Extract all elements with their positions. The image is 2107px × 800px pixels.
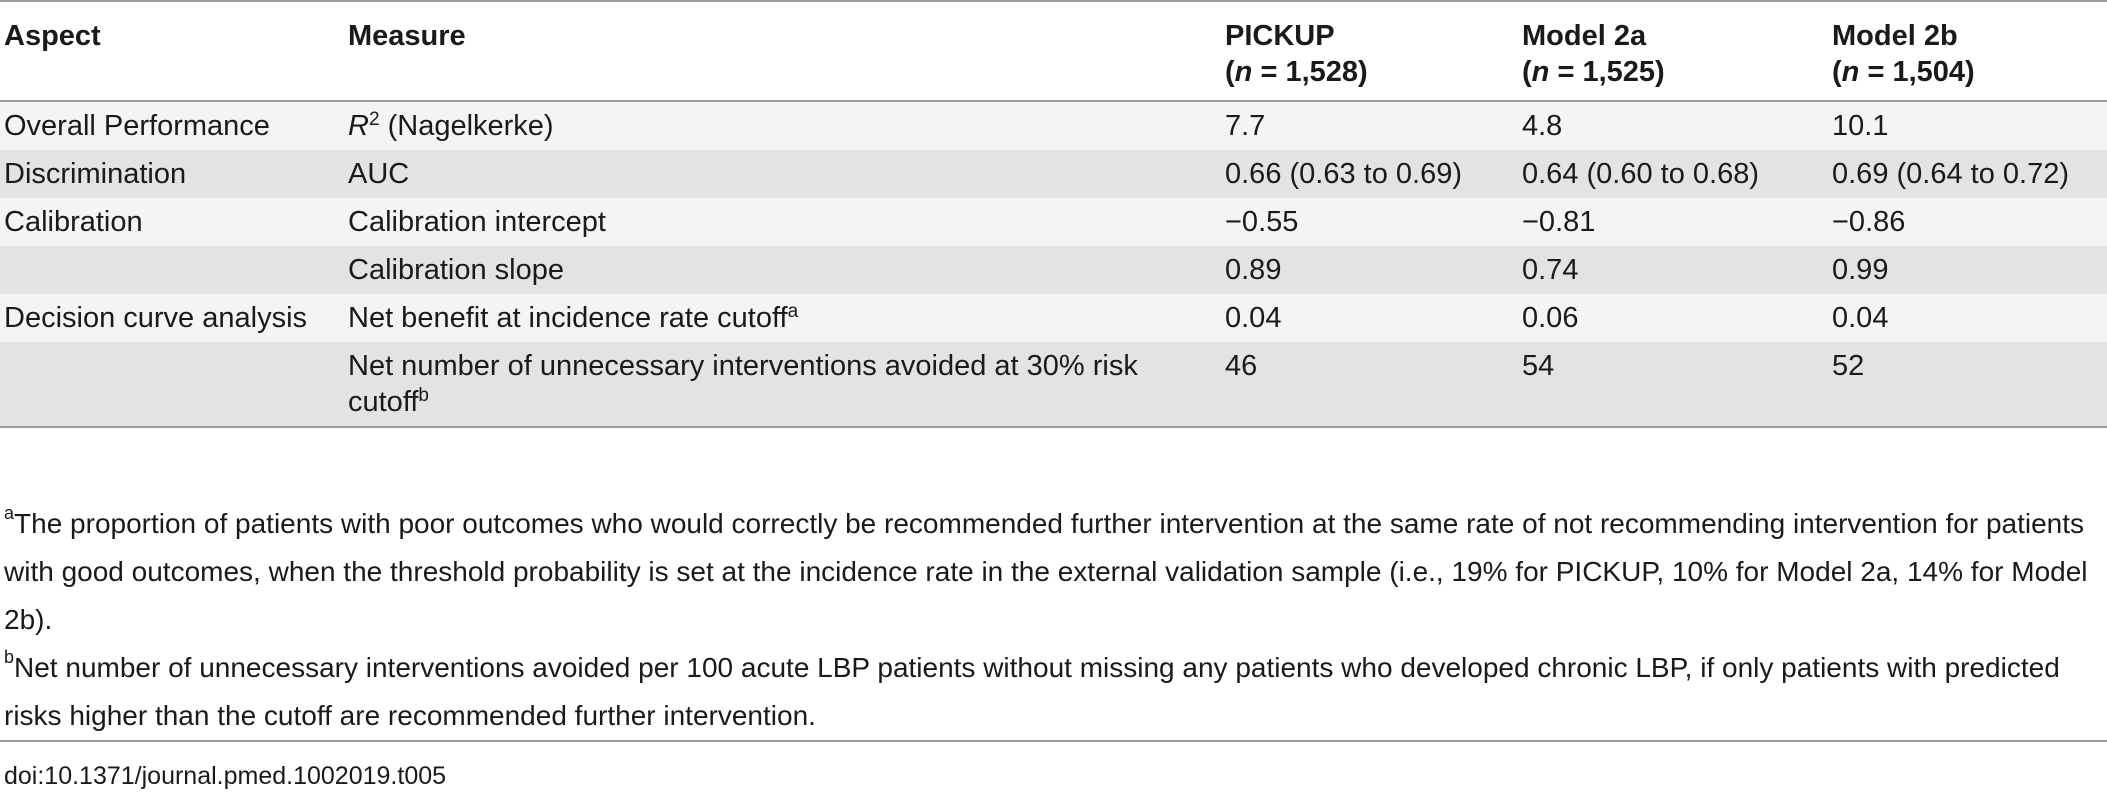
header-model2b-name: Model 2b (1832, 20, 1958, 52)
cell-model2b: 0.99 (1828, 246, 2107, 294)
cell-measure: AUC (344, 150, 1221, 198)
footnote-marker-b: b (418, 385, 429, 406)
doi-text: doi:10.1371/journal.pmed.1002019.t005 (4, 762, 447, 790)
cell-measure: Calibration slope (344, 246, 1221, 294)
cell-pickup: 0.89 (1221, 246, 1518, 294)
measure-text: Net benefit at incidence rate cutoff (348, 302, 788, 334)
cell-aspect (0, 246, 344, 294)
footnote-b-mark: b (4, 647, 15, 667)
cell-model2a: 0.74 (1518, 246, 1828, 294)
bottom-divider (0, 740, 2107, 742)
cell-model2b: −0.86 (1828, 198, 2107, 246)
header-measure: Measure (348, 20, 466, 52)
cell-measure (344, 101, 1221, 150)
cell-aspect (0, 342, 344, 427)
cell-model2b: 0.69 (0.64 to 0.72) (1828, 150, 2107, 198)
header-aspect: Aspect (4, 20, 101, 52)
footnote-marker-a: a (787, 301, 799, 322)
table-row (0, 294, 2107, 342)
cell-pickup: 0.66 (0.63 to 0.69) (1221, 150, 1518, 198)
header-model2a-n-label: n (1531, 56, 1550, 88)
measure-r-symbol: R (348, 110, 369, 142)
header-row (0, 1, 2107, 101)
footnote-a-mark: a (4, 503, 15, 523)
header-model2a-n-value: = 1,525 (1549, 56, 1656, 88)
table-row (0, 198, 2107, 246)
cell-model2b: 0.04 (1828, 294, 2107, 342)
table-header (0, 1, 2107, 101)
cell-pickup: 7.7 (1221, 101, 1518, 150)
header-pickup-n-value: = 1,528 (1252, 56, 1359, 88)
cell-model2a: −0.81 (1518, 198, 1828, 246)
header-model2b-n-label: n (1841, 56, 1860, 88)
header-model2a-name: Model 2a (1522, 20, 1647, 52)
table-body (0, 101, 2107, 427)
table-footnotes (4, 500, 2099, 740)
cell-aspect: Discrimination (0, 150, 344, 198)
footnote-a-text: The proportion of patients with poor outcomes who would correctly be recommended further intervention at the same rate of not recommending intervention for patients with good outcomes, when the threshold probability is set at the incidence rate in the external validation sample (i.e., 19% for PICKUP, 10% for Model 2a, 14% for Model 2b). (4, 508, 2088, 635)
measure-superscript: 2 (368, 109, 380, 130)
header-model2b-n-value: = 1,504 (1859, 56, 1966, 88)
cell-measure: Calibration intercept (344, 198, 1221, 246)
cell-pickup: −0.55 (1221, 198, 1518, 246)
table-row (0, 246, 2107, 294)
footnote-b-text: Net number of unnecessary interventions avoided per 100 acute LBP patients without missing any patients who developed chronic LBP, if only patients with predicted risks higher than the cutoff are recommended further intervention. (4, 652, 2060, 731)
cell-pickup: 0.04 (1221, 294, 1518, 342)
table-row (0, 342, 2107, 427)
cell-model2b: 52 (1828, 342, 2107, 427)
cell-measure (344, 294, 1221, 342)
header-model2b: Model 2b (n = 1,504) (1832, 20, 1975, 88)
footnote-a (4, 500, 2099, 644)
header-pickup: PICKUP (n = 1,528) (1225, 20, 1368, 88)
header-pickup-n-label: n (1234, 56, 1253, 88)
cell-aspect: Overall Performance (0, 101, 344, 150)
table-row (0, 101, 2107, 150)
cell-pickup: 46 (1221, 342, 1518, 427)
cell-model2a: 4.8 (1518, 101, 1828, 150)
header-pickup-name: PICKUP (1225, 20, 1335, 52)
cell-model2a: 0.06 (1518, 294, 1828, 342)
footnote-b (4, 644, 2099, 740)
measure-text: (Nagelkerke) (379, 110, 554, 142)
table-row (0, 150, 2107, 198)
cell-model2a: 54 (1518, 342, 1828, 427)
cell-aspect: Decision curve analysis (0, 294, 344, 342)
cell-aspect: Calibration (0, 198, 344, 246)
cell-model2b: 10.1 (1828, 101, 2107, 150)
header-model2a: Model 2a (n = 1,525) (1522, 20, 1665, 88)
cell-model2a: 0.64 (0.60 to 0.68) (1518, 150, 1828, 198)
cell-measure (344, 342, 1221, 427)
measure-text: Net number of unnecessary interventions avoided at 30% risk cutoff (348, 350, 1138, 418)
